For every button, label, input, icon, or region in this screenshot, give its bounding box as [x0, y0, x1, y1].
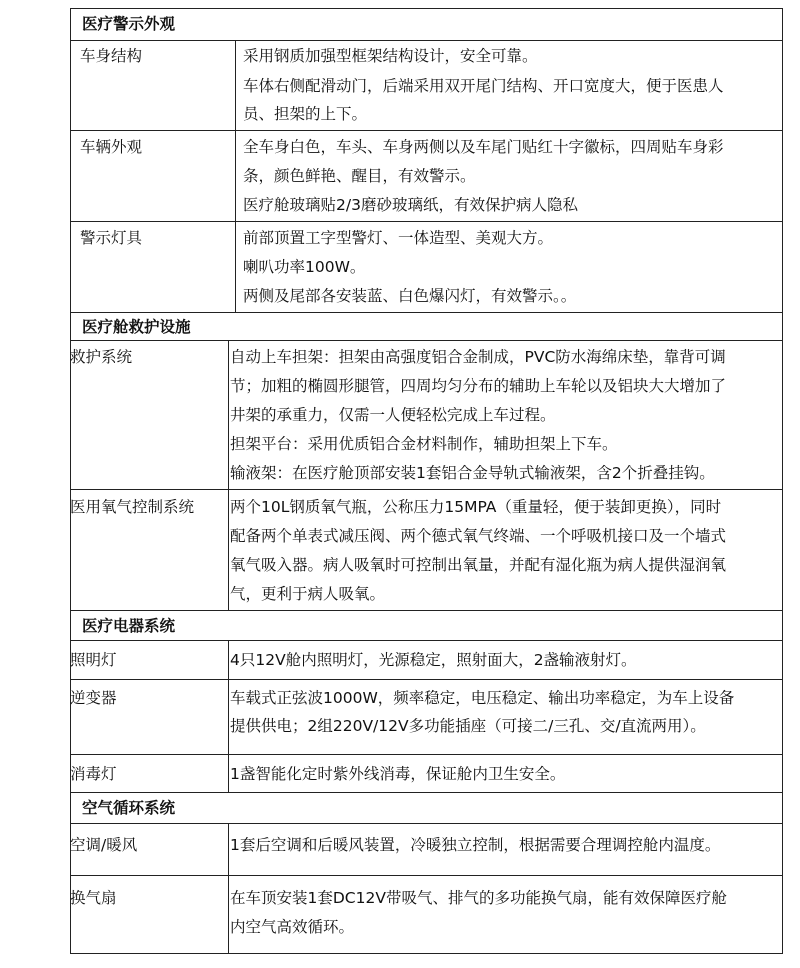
row-label: 换气扇 — [70, 889, 117, 907]
row-text: 内空气高效循环。 — [230, 918, 355, 936]
row-text: 医疗舱玻璃贴2/3磨砂玻璃纸，有效保护病人隐私 — [243, 196, 578, 214]
row-text: 条，颜色鲜艳、醒目，有效警示。 — [243, 167, 476, 185]
section-title: 医疗舱救护设施 — [82, 318, 191, 336]
rule — [70, 754, 783, 755]
row-text: 前部顶置工字型警灯、一体造型、美观大方。 — [243, 229, 554, 247]
row-label: 照明灯 — [70, 651, 117, 669]
rule — [70, 875, 783, 876]
row-text: 自动上车担架：担架由高强度铝合金制成，PVC防水海绵床垫，靠背可调 — [230, 348, 726, 366]
row-text: 两个10L钢质氧气瓶，公称压力15MPA（重量轻，便于装卸更换），同时 — [230, 498, 722, 516]
section-title: 空气循环系统 — [82, 799, 176, 817]
rule — [70, 340, 783, 341]
rule — [70, 8, 783, 9]
row-text: 4只12V舱内照明灯，光源稳定，照射面大，2盏输液射灯。 — [230, 651, 637, 669]
row-label: 车辆外观 — [80, 138, 143, 156]
row-label: 车身结构 — [80, 47, 143, 65]
rule — [70, 221, 783, 222]
row-text: 气，更利于病人吸氧。 — [230, 585, 386, 603]
row-text: 喇叭功率100W。 — [243, 258, 366, 276]
row-text: 两侧及尾部各安装蓝、白色爆闪灯，有效警示。。 — [243, 287, 577, 305]
row-text: 氧气吸入器。病人吸氧时可控制出氧量，并配有湿化瓶为病人提供湿润氧 — [230, 556, 727, 574]
section-title: 医疗电器系统 — [82, 617, 176, 635]
row-text: 配备两个单表式减压阀、两个德式氧气终端、一个呼吸机接口及一个墙式 — [230, 527, 727, 545]
row-text: 1套后空调和后暖风装置，冷暖独立控制，根据需要合理调控舱内温度。 — [230, 836, 721, 854]
row-text: 全车身白色，车头、车身两侧以及车尾门贴红十字徽标，四周贴车身彩 — [243, 138, 724, 156]
rule — [70, 953, 783, 954]
rule — [70, 679, 783, 680]
rule — [228, 823, 229, 953]
row-text: 车载式正弦波1000W，频率稳定，电压稳定、输出功率稳定，为车上设备 — [230, 689, 735, 707]
section-title: 医疗警示外观 — [82, 15, 176, 33]
rule — [228, 640, 229, 792]
row-text: 输液架：在医疗舱顶部安装1套铝合金导轨式输液架，含2个折叠挂钩。 — [230, 464, 715, 482]
rule — [782, 8, 783, 953]
rule — [70, 8, 71, 953]
row-label: 警示灯具 — [80, 229, 143, 247]
rule — [70, 489, 783, 490]
row-text: 采用钢质加强型框架结构设计，安全可靠。 — [243, 47, 538, 65]
rule — [228, 340, 229, 610]
rule — [70, 40, 783, 41]
rule — [70, 312, 783, 313]
row-text: 节；加粗的椭圆形腿管，四周均匀分布的辅助上车轮以及铝块大大增加了 — [230, 377, 727, 395]
row-text: 提供供电；2组220V/12V多功能插座（可接二/三孔、交/直流两用）。 — [230, 717, 706, 735]
row-label: 救护系统 — [70, 348, 133, 366]
rule — [70, 130, 783, 131]
rule — [70, 610, 783, 611]
rule — [70, 823, 783, 824]
row-label: 逆变器 — [70, 689, 117, 707]
row-text: 1盏智能化定时紫外线消毒，保证舱内卫生安全。 — [230, 765, 566, 783]
rule — [70, 792, 783, 793]
row-label: 空调/暖风 — [70, 836, 138, 854]
row-text: 担架平台：采用优质铝合金材料制作，辅助担架上下车。 — [230, 435, 618, 453]
row-text: 车体右侧配滑动门，后端采用双开尾门结构、开口宽度大，便于医患人 — [243, 77, 724, 95]
rule — [70, 640, 783, 641]
row-label: 消毒灯 — [70, 765, 117, 783]
row-text: 员、担架的上下。 — [243, 105, 368, 123]
row-text: 在车顶安装1套DC12V带吸气、排气的多功能换气扇，能有效保障医疗舱 — [230, 889, 727, 907]
row-label: 医用氧气控制系统 — [70, 498, 195, 516]
rule — [235, 40, 236, 312]
row-text: 井架的承重力，仅需一人便轻松完成上车过程。 — [230, 406, 556, 424]
